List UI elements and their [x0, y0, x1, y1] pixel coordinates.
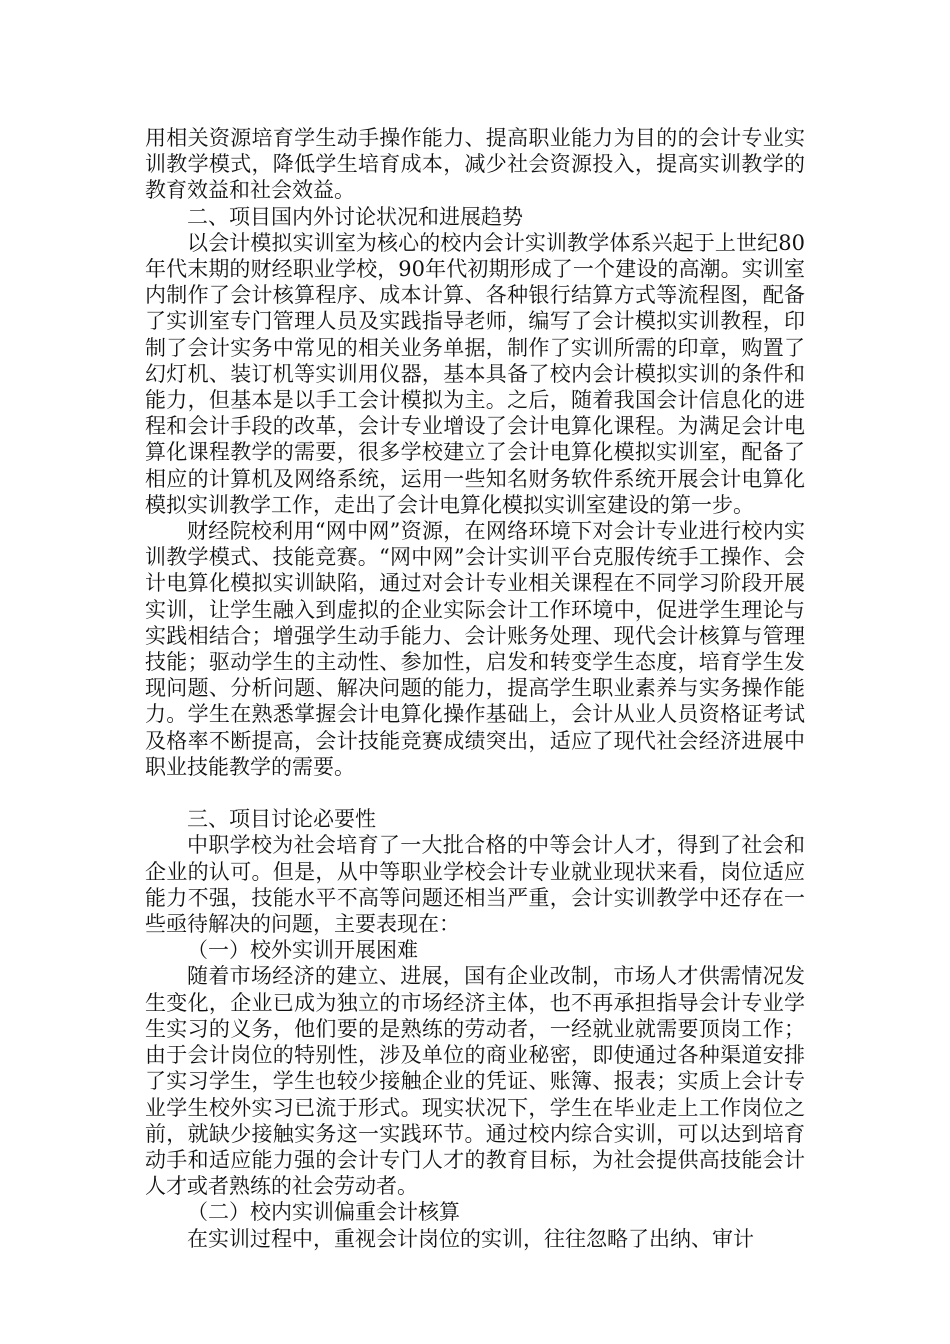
blank-line	[145, 780, 805, 806]
paragraph-external-training: 随着市场经济的建立、进展，国有企业改制，市场人才供需情况发生变化，企业已成为独立的市场经济主体，也不再承担指导会计专业学生实习的义务，他们要的是熟练的劳动者，一经就业就需要顶岗工作；由于会计岗位的特别性，涉及单位的商业秘密，即使通过各种渠道安排了实习学生，学生也较少接触企业的凭证、账簿、报表；实质上会计专业学生校外实习已流于形式。现实状况下，学生在毕业走上工作岗位之前，就缺少接触实务这一实践环节。通过校内综合实训，可以达到培育动手和适应能力强的会计专门人才的教育目标，为社会提供高技能会计人才或者熟练的社会劳动者。	[145, 964, 805, 1199]
paragraph-internal-training: 在实训过程中，重视会计岗位的实训，往往忽略了出纳、审计	[187, 1226, 754, 1251]
paragraph-continuation: 用相关资源培育学生动手操作能力、提高职业能力为目的的会计专业实训教学模式，降低学生培育成本，减少社会资源投入，提高实训教学的教育效益和社会效益。	[145, 126, 805, 203]
section-heading-3: 三、项目讨论必要性	[187, 807, 376, 832]
subheading-1: （一）校外实训开展困难	[187, 938, 418, 963]
section-heading-2: 二、项目国内外讨论状况和进展趋势	[187, 204, 523, 229]
document-page	[145, 125, 805, 1252]
subheading-2: （二）校内实训偏重会计核算	[187, 1200, 460, 1225]
paragraph-wangzhongwang: 财经院校利用“网中网”资源，在网络环境下对会计专业进行校内实训教学模式、技能竞赛。“网中网”会计实训平台克服传统手工操作、会计电算化模拟实训缺陷，通过对会计专业相关课程在不同学习阶段开展实训，让学生融入到虚拟的企业实际会计工作环境中，促进学生理论与实践相结合；增强学生动手能力、会计账务处理、现代会计核算与管理技能；驱动学生的主动性、参加性，启发和转变学生态度，培育学生发现问题、分析问题、解决问题的能力，提高学生职业素养与实务操作能力。学生在熟悉掌握会计电算化操作基础上，会计从业人员资格证考试及格率不断提高，会计技能竞赛成绩突出，适应了现代社会经济进展中职业技能教学的需要。	[145, 519, 805, 779]
paragraph-history: 以会计模拟实训室为核心的校内会计实训教学体系兴起于上世纪80年代末期的财经职业学校，90年代初期形成了一个建设的高潮。实训室内制作了会计核算程序、成本计算、各种银行结算方式等流程图，配备了实训室专门管理人员及实践指导老师，编写了会计模拟实训教程，印制了会计实务中常见的相关业务单据，制作了实训所需的印章，购置了幻灯机、装订机等实训用仪器，基本具备了校内会计模拟实训的条件和能力，但基本是以手工会计模拟为主。之后，随着我国会计信息化的进程和会计手段的改革，会计专业增设了会计电算化课程。为满足会计电算化课程教学的需要，很多学校建立了会计电算化模拟实训室，配备了相应的计算机及网络系统，运用一些知名财务软件系统开展会计电算化模拟实训教学工作，走出了会计电算化模拟实训室建设的第一步。	[145, 230, 805, 517]
paragraph-necessity: 中职学校为社会培育了一大批合格的中等会计人才，得到了社会和企业的认可。但是，从中等职业学校会计专业就业现状来看，岗位适应能力不强，技能水平不高等问题还相当严重，会计实训教学中还存在一些亟待解决的问题，主要表现在：	[145, 833, 805, 937]
